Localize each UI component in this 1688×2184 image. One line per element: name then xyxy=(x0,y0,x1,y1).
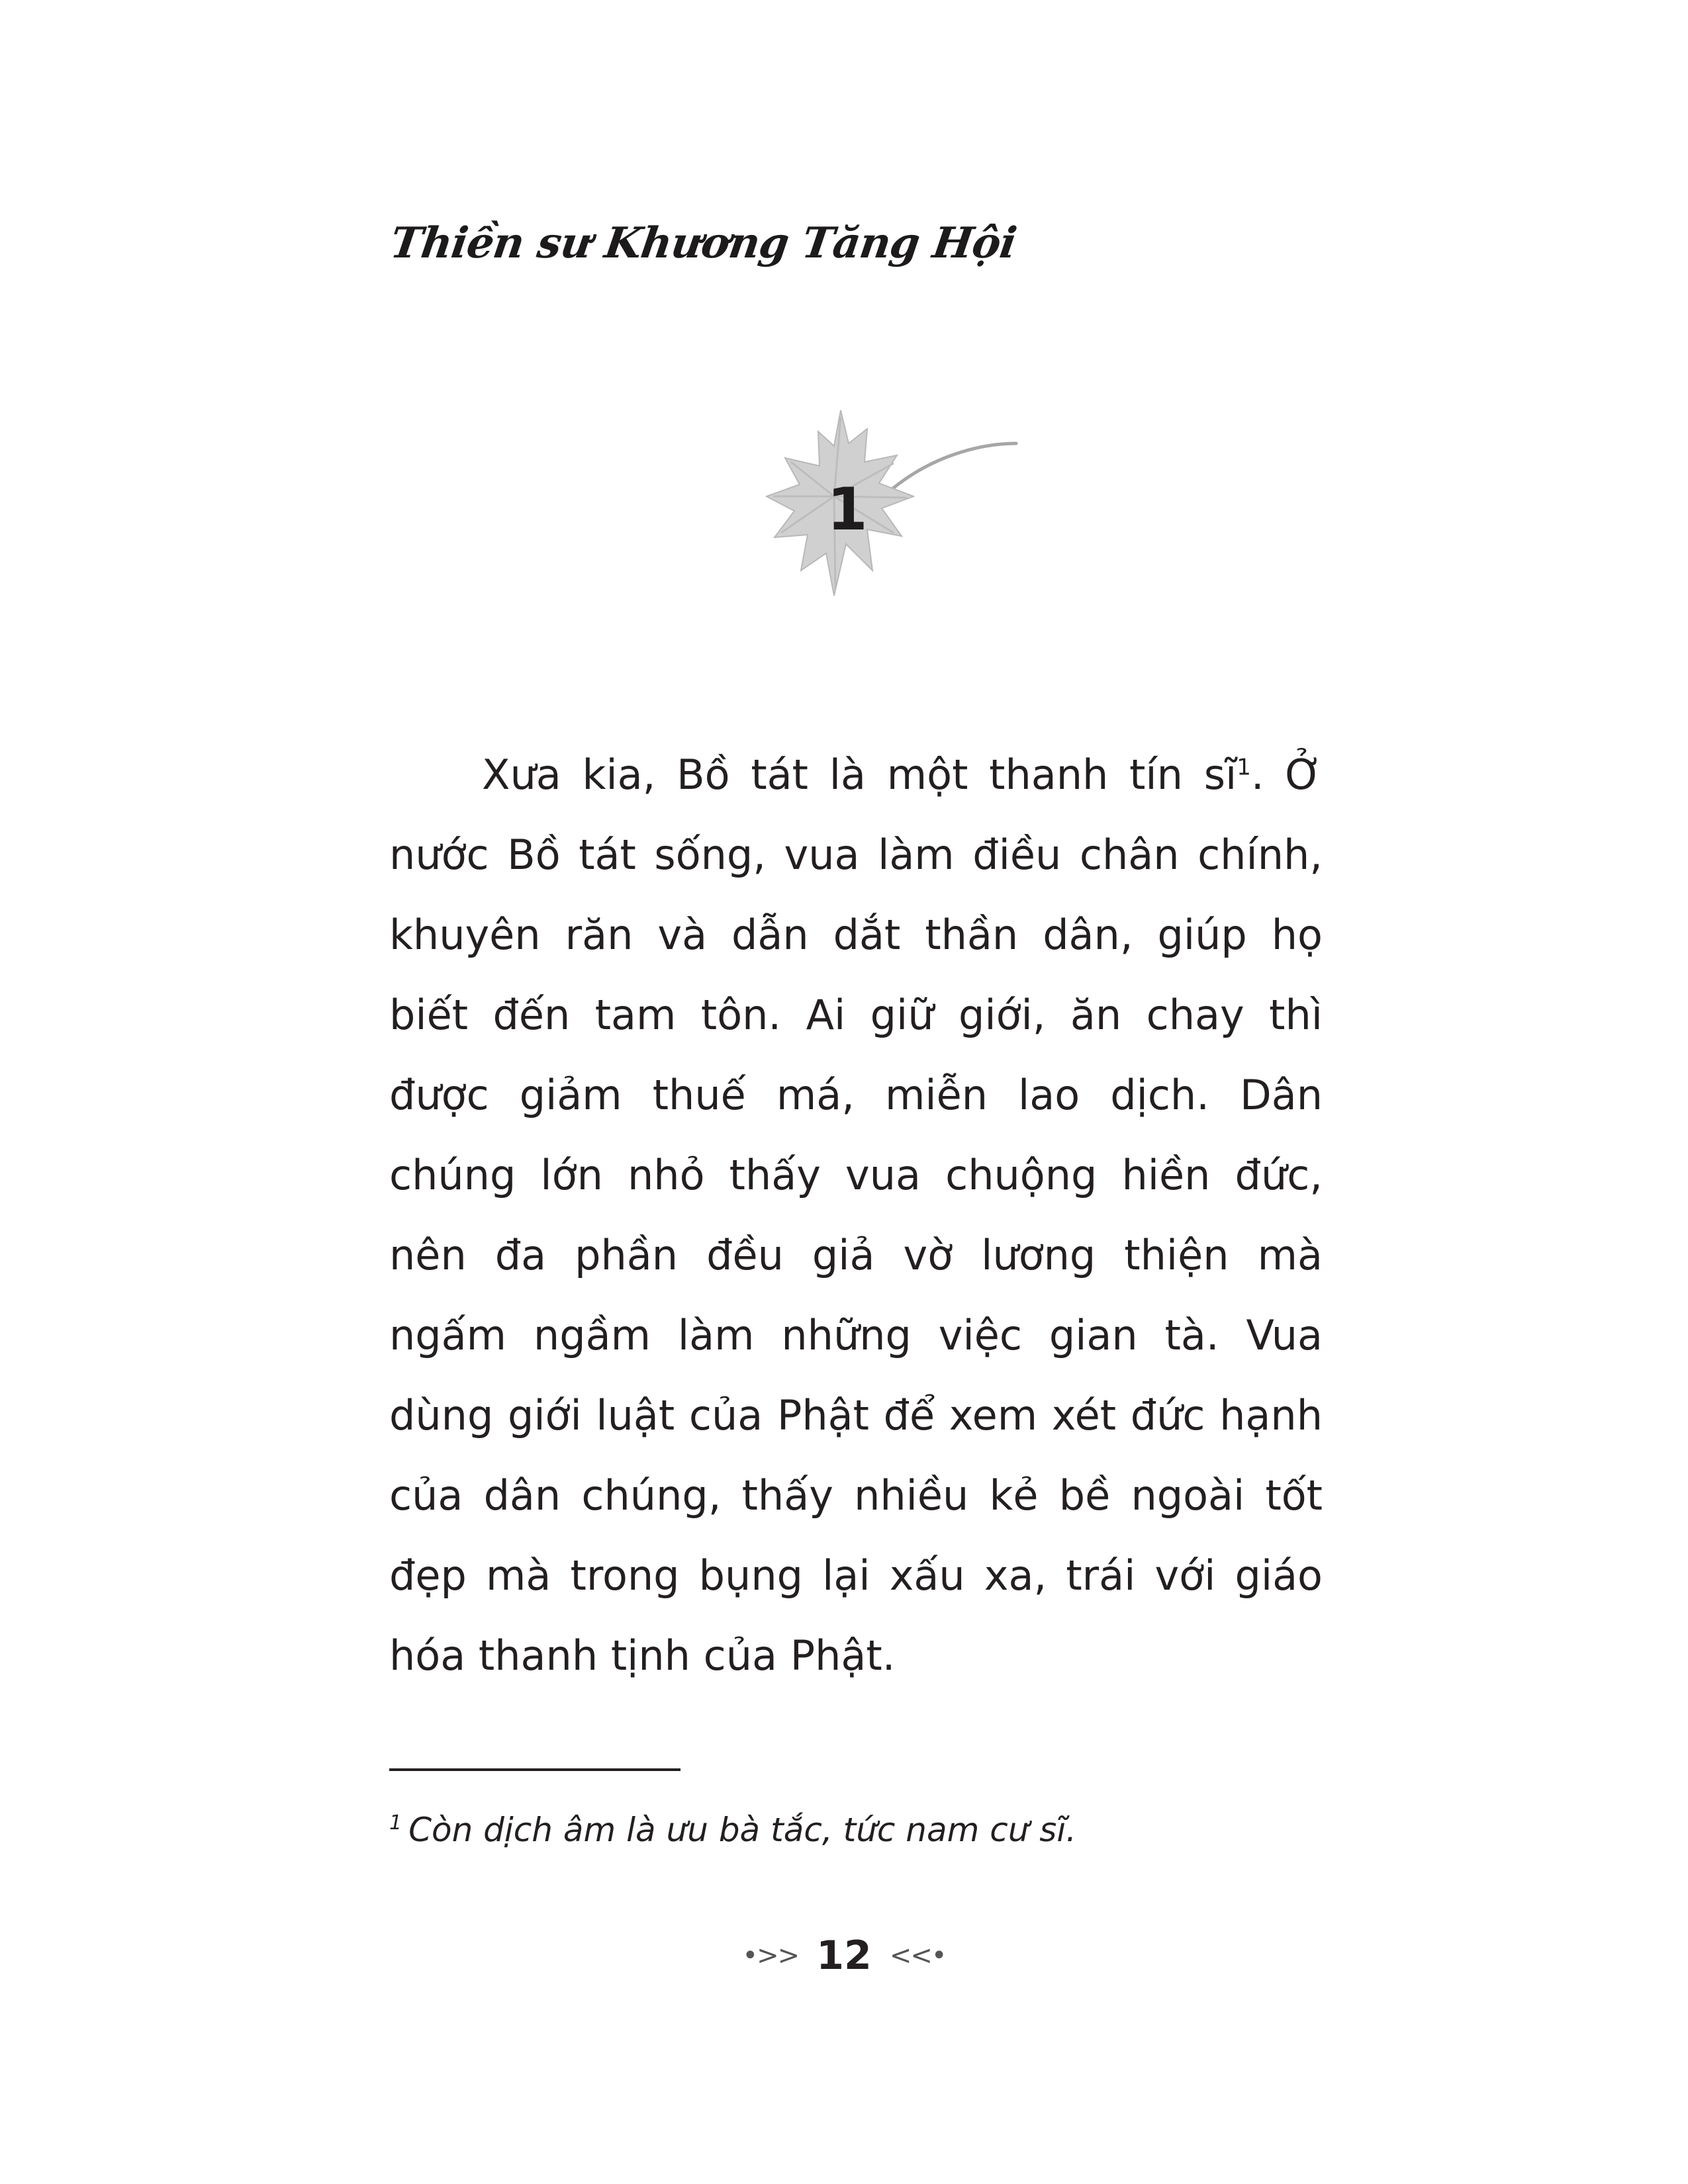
footnote-divider xyxy=(389,1768,680,1771)
running-header-title: Thiền sư Khương Tăng Hội xyxy=(387,218,1019,268)
body-text-start: Xưa kia, Bồ tát là một thanh tín sĩ xyxy=(482,751,1237,799)
page-footer xyxy=(712,1933,976,1992)
footer-right-ornament: <<• xyxy=(889,1940,946,1971)
body-paragraph xyxy=(389,735,1323,1696)
footer-left-ornament: •>> xyxy=(742,1940,799,1971)
body-text-rest: . Ở nước Bồ tát sống, vua làm điều chân chính, khuyên răn và dẫn dắt thần dân, giúp họ biết đến tam tôn. Ai giữ giới, ăn chay thì được giảm thuế má, miễn lao dịch. Dân chúng lớn nhỏ thấy vua chuộng hiền đức, nên đa phần đều giả vờ lương thiện mà ngấm ngầm làm những việc gian tà. Vua dùng giới luật của Phật để xem xét đức hạnh của dân chúng, thấy nhiều kẻ bề ngoài tốt đẹp mà trong bụng lại xấu xa, trái với giáo hóa thanh tịnh của Phật. xyxy=(389,751,1323,1680)
footnote-text: Còn dịch âm là ưu bà tắc, tức nam cư sĩ. xyxy=(408,1811,1077,1849)
page-number: 12 xyxy=(816,1933,872,1979)
footnote xyxy=(389,1807,1323,1853)
footnote-marker: 1 xyxy=(389,1811,402,1835)
footnote-reference: 1 xyxy=(1237,754,1251,781)
chapter-number: 1 xyxy=(827,475,868,543)
